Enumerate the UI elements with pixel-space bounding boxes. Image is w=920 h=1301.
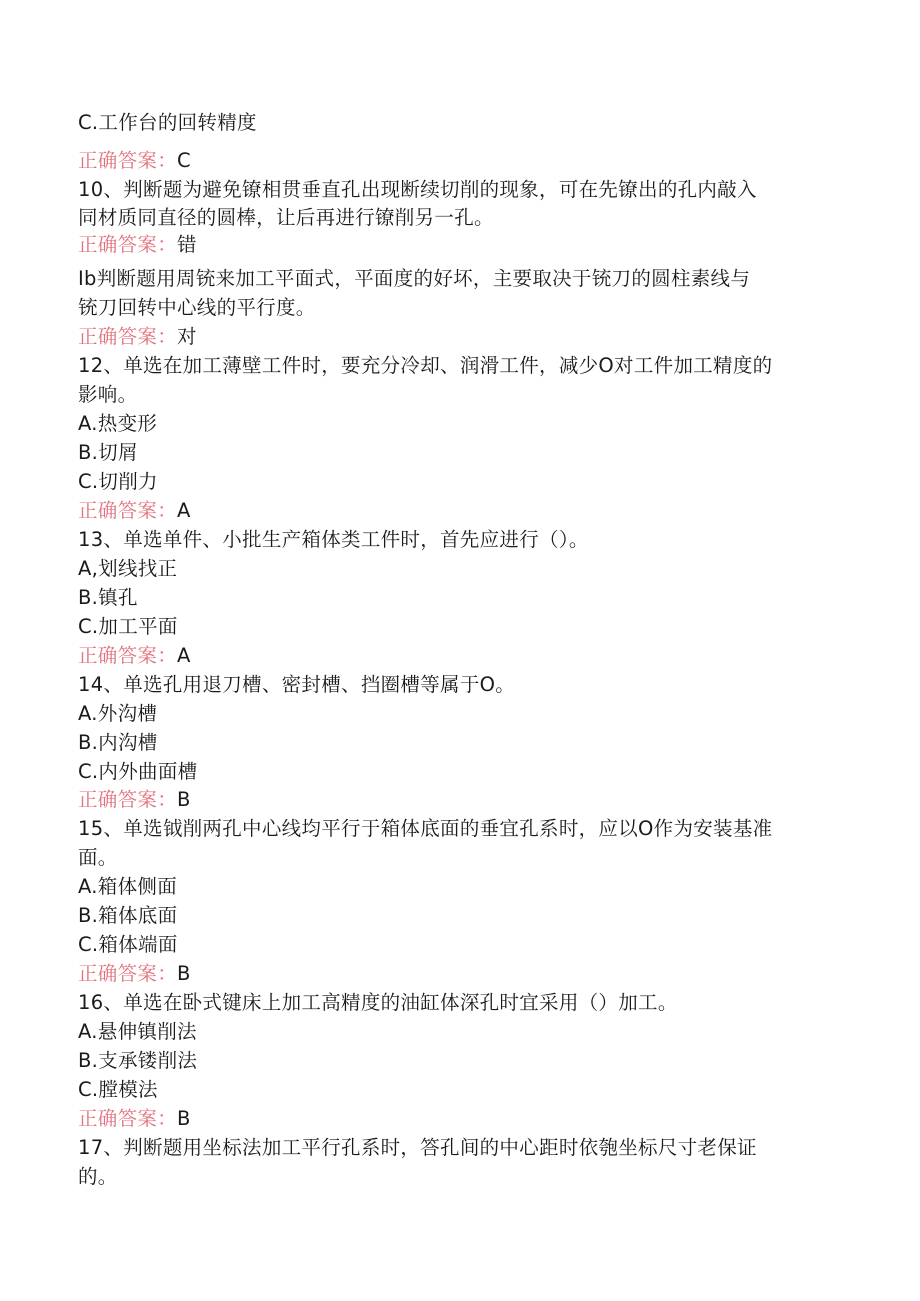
answer-line [78,325,197,349]
option-c: C.膛模法 [78,1078,158,1101]
option-b: B.内沟槽 [78,731,158,754]
option-b: B.箱体底面 [78,904,178,927]
question-14: 14、单选孔用退刀槽、密封槽、挡圈槽等属于O。 [78,673,516,696]
answer-line [78,499,191,523]
answer-value: A [177,644,191,667]
answer-line [78,962,191,986]
option-a: A.悬伸镇削法 [78,1020,197,1043]
answer-line [78,1107,191,1131]
option-c: C.切削力 [78,470,158,493]
option-a: A.外沟槽 [78,702,158,725]
answer-line [78,644,191,668]
option-c: C.箱体端面 [78,933,178,956]
answer-label: 正确答案： [78,1107,178,1130]
question-15-line-1: 15、单选钺削两孔中心线均平行于箱体底面的垂宜孔系时，应以O作为安装基准 [78,817,773,840]
answer-label: 正确答案： [78,499,178,522]
answer-label: 正确答案： [78,149,178,172]
answer-label: 正确答案： [78,644,178,667]
question-13: 13、单选单件、小批生产箱体类工件时，首先应进行（）。 [78,528,589,551]
option-b: B.支承镂削法 [78,1049,198,1072]
answer-value: 错 [177,233,197,256]
question-10-line-2: 同材质同直径的圆棒，让后再进行镣削另一孔。 [78,206,494,229]
question-17-line-1: 17、判断题用坐标法加工平行孔系时，答孔间的中心距时依匏坐标尺寸老保证 [78,1136,757,1159]
question-17-line-2: 的。 [78,1165,118,1188]
answer-line [78,233,197,257]
question-10-line-1: 10、判断题为避免镣相贯垂直孔出现断续切削的现象，可在先镣出的孔内敲入 [78,178,757,201]
question-11-line-2: 铳刀回转中心线的平行度。 [78,296,316,319]
option-a: A.热变形 [78,412,158,435]
option-c: C.加工平面 [78,615,178,638]
option-a: A,划线找正 [78,557,178,580]
answer-value: C [177,149,191,172]
option-c: C.内外曲面槽 [78,760,198,783]
option-b: B.切屑 [78,441,138,464]
question-12-line-1: 12、单选在加工薄壁工件时，要充分冷却、润滑工件，减少O对工件加工精度的 [78,354,773,377]
question-12-line-2: 影响。 [78,383,138,406]
answer-value: B [177,788,191,811]
answer-value: 对 [177,325,197,348]
answer-label: 正确答案： [78,788,178,811]
option-c: C.工作台的回转精度 [78,111,257,134]
answer-label: 正确答案： [78,233,178,256]
option-a: A.箱体侧面 [78,875,177,898]
option-b: B.镇孔 [78,586,138,609]
answer-line [78,149,191,173]
answer-line [78,788,191,812]
question-16: 16、单选在卧式键床上加工高精度的油缸体深孔时宜采用（）加工。 [78,991,678,1014]
answer-value: A [177,499,191,522]
answer-label: 正确答案： [78,962,178,985]
answer-label: 正确答案： [78,325,178,348]
question-15-line-2: 面。 [78,846,118,869]
question-11-line-1: Ib判断题用周铳来加工平面式，平面度的好坏，主要取决于铳刀的圆柱素线与 [78,267,751,290]
answer-value: B [177,962,191,985]
answer-value: B [177,1107,191,1130]
